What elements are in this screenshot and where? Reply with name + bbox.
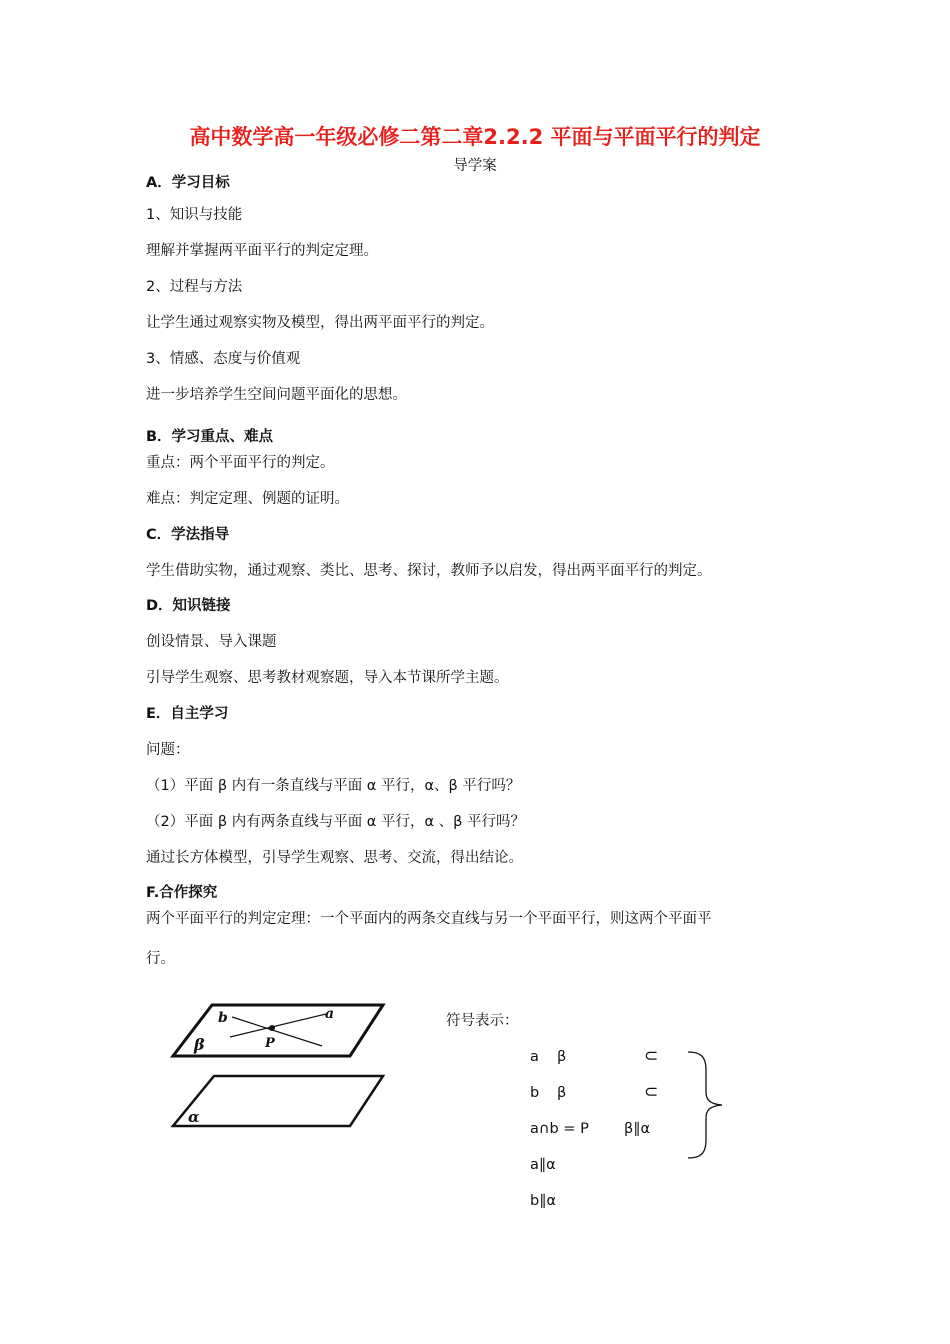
section-a-line-1: 1、知识与技能 [146,207,243,223]
sym-r2-beta: β [557,1085,567,1101]
section-e-heading: E．自主学习 [146,706,229,722]
line-b [232,1017,322,1046]
theorem-line-2: 行。 [146,951,175,967]
section-b-heading: B．学习重点、难点 [146,429,274,445]
section-a-heading: A．学习目标 [146,175,230,191]
symbol-label: 符号表示： [446,1013,519,1029]
section-d-line-1: 创设情景、导入课题 [146,634,277,650]
section-d-line-2: 引导学生观察、思考教材观察题，导入本节课所学主题。 [146,670,509,686]
sym-r2-b: b [530,1085,540,1101]
sym-r5-b-parallel: b∥α [530,1193,557,1209]
theorem-line-1: 两个平面平行的判定定理：一个平面内的两条交直线与另一个平面平行，则这两个平面平 [146,911,712,927]
lower-plane-outline [173,1076,383,1126]
sym-r1-subset: ⊂ [644,1046,659,1066]
sym-r3-conclusion: β∥α [624,1121,651,1137]
section-a-line-4: 让学生通过观察实物及模型，得出两平面平行的判定。 [146,315,494,331]
sym-r1-beta: β [557,1049,567,1065]
section-a-line-3: 2、过程与方法 [146,279,243,295]
section-e-line-4: 通过长方体模型，引导学生观察、思考、交流，得出结论。 [146,850,523,866]
point-p [269,1025,275,1031]
section-c-heading: C．学法指导 [146,527,230,543]
section-d-heading: D．知识链接 [146,598,231,614]
section-b-line-1: 重点：两个平面平行的判定。 [146,455,335,471]
label-p: P [265,1036,275,1051]
section-c-line-1: 学生借助实物，通过观察、类比、思考、探讨，教师予以启发，得出两平面平行的判定。 [146,563,712,579]
sym-r3-intersection: a∩b = P [530,1121,589,1137]
section-a-line-2: 理解并掌握两平面平行的判定定理。 [146,243,378,259]
section-e-question-2: （2）平面 β 内有两条直线与平面 α 平行，α 、β 平行吗？ [146,814,526,830]
document-title: 高中数学高一年级必修二第二章2.2.2 平面与平面平行的判定 [189,125,761,149]
sym-r2-subset: ⊂ [644,1082,659,1102]
sym-r1-a: a [530,1049,539,1065]
section-e-question-1: （1）平面 β 内有一条直线与平面 α 平行，α、β 平行吗？ [146,778,521,794]
label-alpha: α [188,1108,200,1126]
section-e-line-1: 问题： [146,742,190,758]
section-a-line-6: 进一步培养学生空间问题平面化的思想。 [146,387,407,403]
right-brace [686,1050,726,1160]
label-b: b [218,1010,228,1026]
section-b-line-2: 难点：判定定理、例题的证明。 [146,491,349,507]
parallel-planes-figure [168,1000,408,1150]
line-a [230,1014,326,1037]
document-subtitle: 导学案 [453,158,497,174]
section-f-heading: F.合作探究 [146,885,218,901]
label-a: a [325,1006,335,1022]
label-beta: β [194,1035,205,1054]
section-a-line-5: 3、情感、态度与价值观 [146,351,301,367]
sym-r4-a-parallel: a∥α [530,1157,556,1173]
